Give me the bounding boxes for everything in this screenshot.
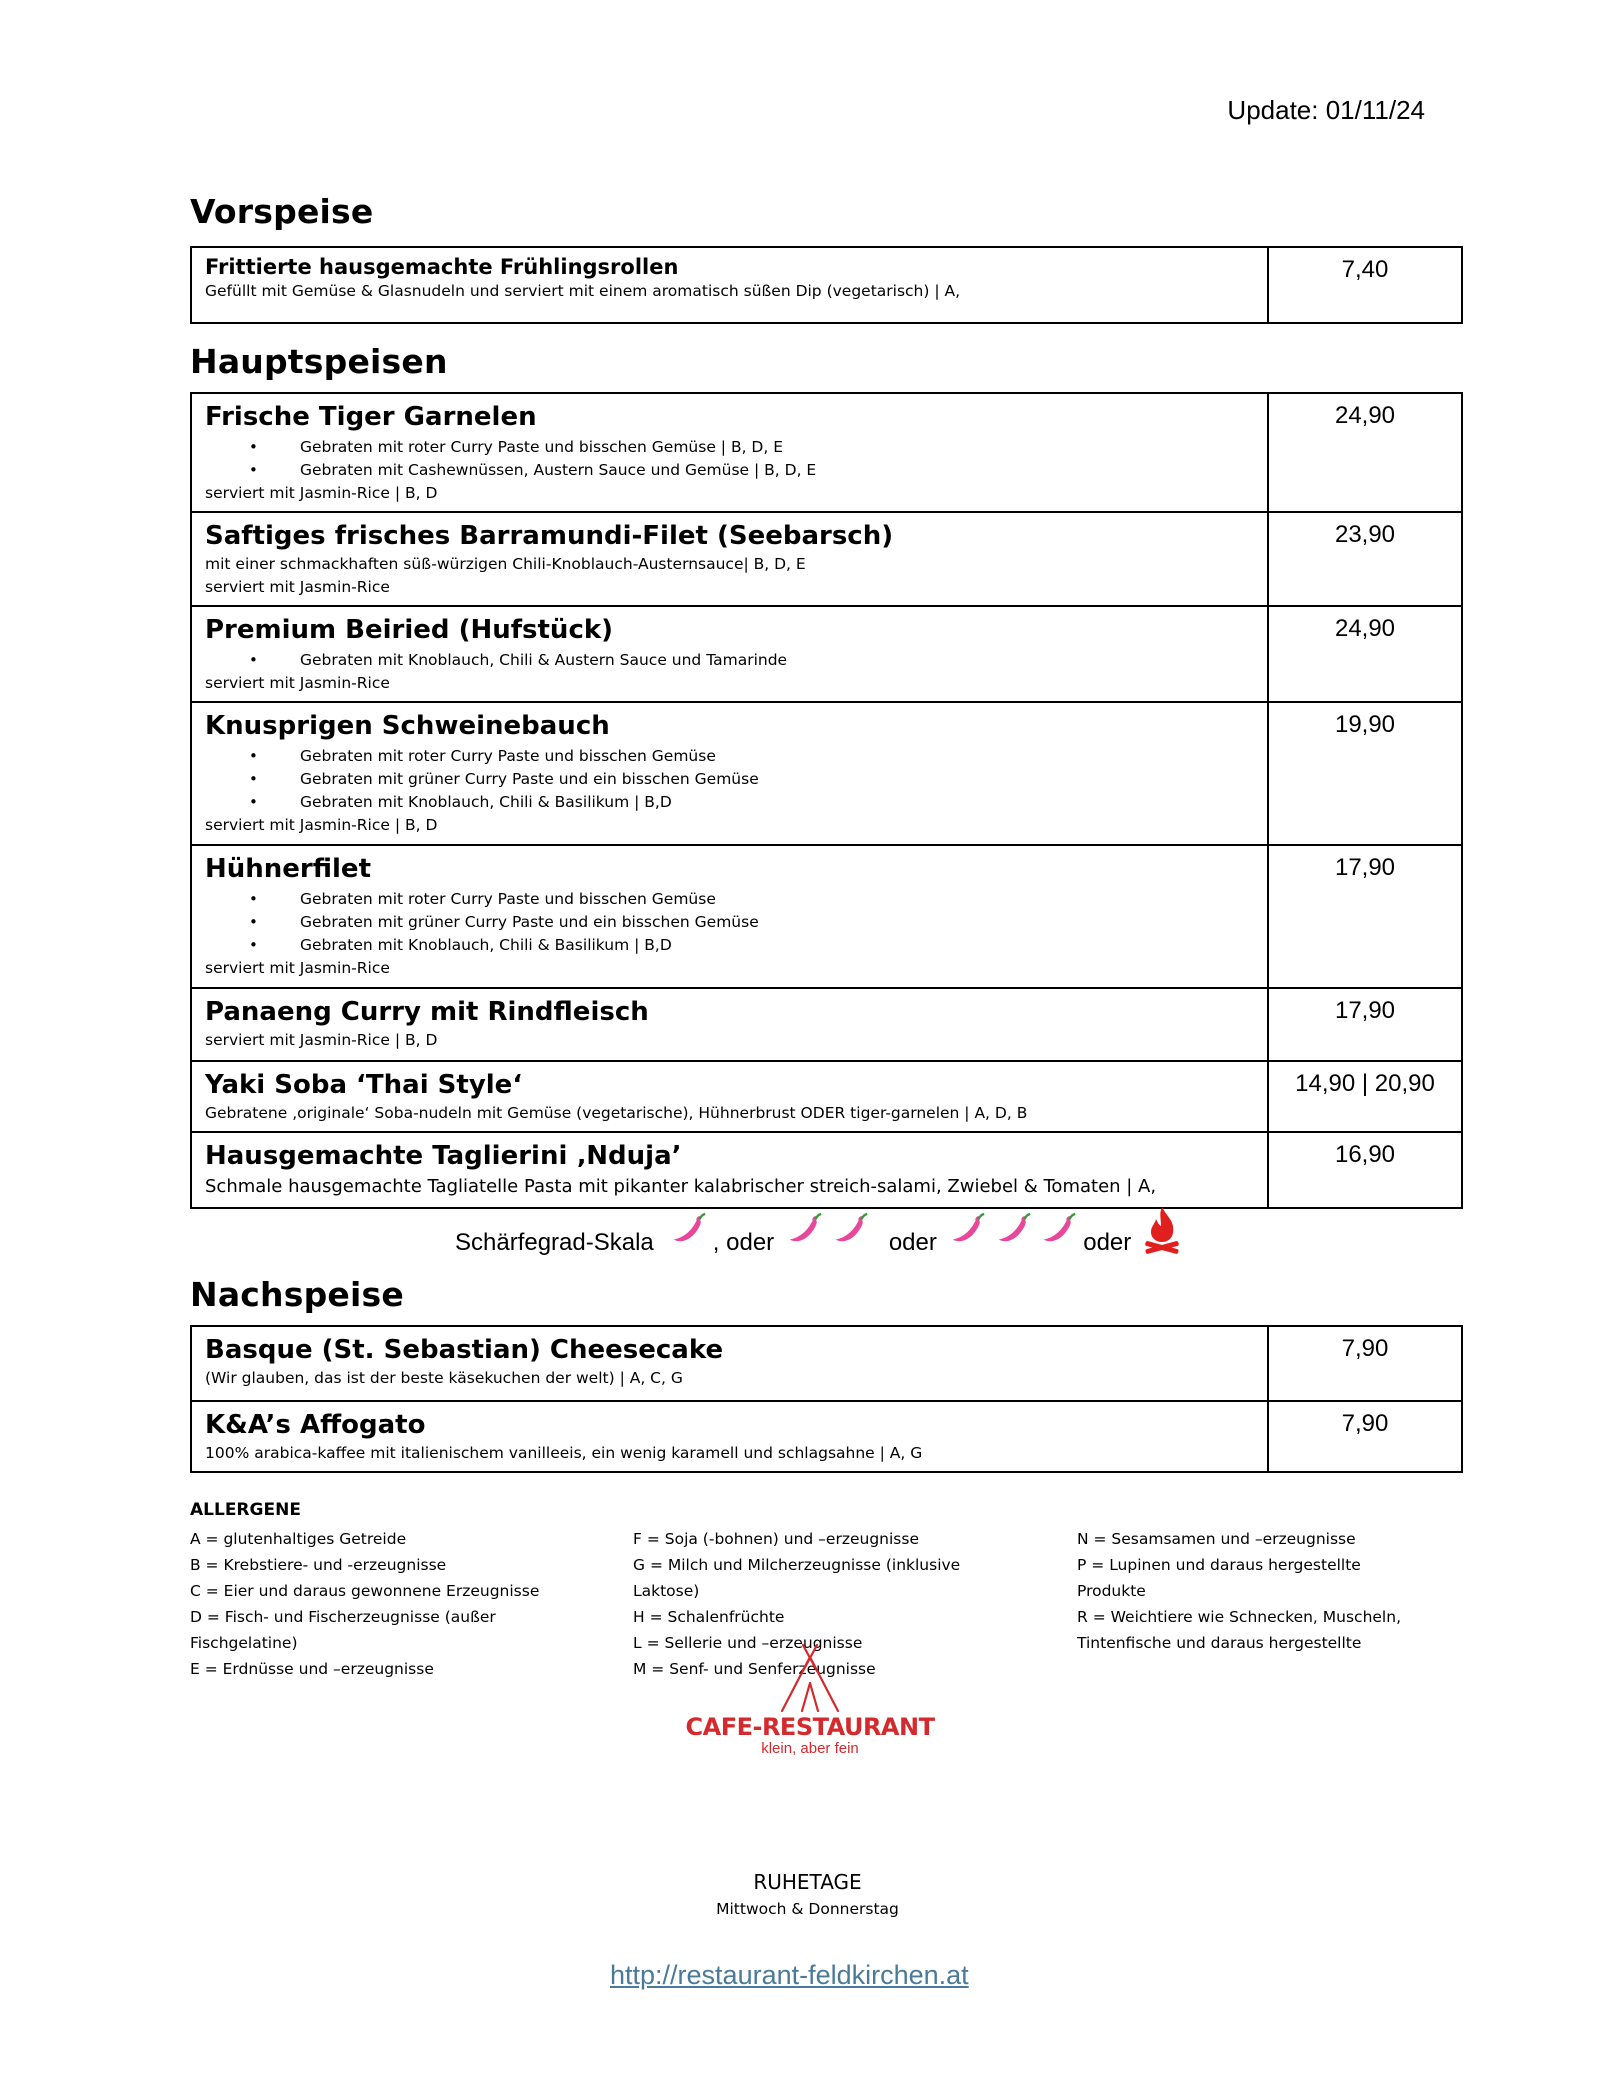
dish-line: Schmale hausgemachte Tagliatelle Pasta mit pikanter kalabrischer streich-salami, Zwiebel & Tomaten | A, — [205, 1176, 1157, 1197]
menu-item-desc — [191, 1061, 1268, 1132]
allergen-line: F = Soja (-bohnen) und –erzeugnisse — [633, 1530, 919, 1548]
hauptspeisen-table — [190, 392, 1463, 1209]
allergen-line: L = Sellerie und –erzeugnisse — [633, 1634, 863, 1652]
allergen-line: D = Fisch- und Fischerzeugnisse (außer — [190, 1608, 496, 1626]
chili-icon — [1040, 1210, 1078, 1250]
dish-name: K&A’s Affogato — [205, 1410, 426, 1440]
dish-footer: serviert mit Jasmin-Rice — [205, 959, 390, 977]
dish-price: 23,90 — [1268, 512, 1462, 606]
spice-separator: oder — [888, 1229, 937, 1256]
dish-option: • Gebraten mit Knoblauch, Chili & Basilikum | B,D — [205, 791, 1255, 814]
menu-row — [191, 512, 1462, 606]
dish-footer: serviert mit Jasmin-Rice | B, D — [205, 816, 438, 834]
section-title-vorspeise: Vorspeise — [190, 192, 374, 231]
allergen-line: N = Sesamsamen und –erzeugnisse — [1077, 1530, 1356, 1548]
allergens-title: ALLERGENE — [190, 1500, 301, 1520]
logo-name: CAFE-RESTAURANT — [685, 1713, 935, 1741]
menu-item-desc — [191, 1326, 1268, 1401]
dish-options — [205, 649, 1255, 672]
menu-row — [191, 606, 1462, 702]
update-date: Update: 01/11/24 — [1227, 95, 1425, 125]
dish-price: 17,90 — [1268, 988, 1462, 1061]
menu-row — [191, 1132, 1462, 1208]
chili-icon — [832, 1210, 870, 1250]
allergens-column-1 — [190, 1526, 539, 1682]
dish-price: 7,90 — [1268, 1401, 1462, 1472]
nachspeise-table — [190, 1325, 1463, 1473]
dish-name: Knusprigen Schweinebauch — [205, 711, 610, 741]
menu-row — [191, 393, 1462, 512]
menu-row — [191, 247, 1462, 323]
dish-option: • Gebraten mit Cashewnüssen, Austern Sauce und Gemüse | B, D, E — [205, 459, 1255, 482]
menu-item-desc — [191, 845, 1268, 988]
dish-options — [205, 745, 1255, 814]
dish-option: • Gebraten mit roter Curry Paste und bisschen Gemüse | B, D, E — [205, 436, 1255, 459]
section-title-hauptspeisen: Hauptspeisen — [190, 342, 448, 381]
dish-line: serviert mit Jasmin-Rice — [205, 578, 390, 596]
dish-price: 24,90 — [1268, 606, 1462, 702]
campfire-icon — [1141, 1205, 1183, 1257]
dish-line: (Wir glauben, das ist der beste käsekuchen der welt) | A, C, G — [205, 1369, 683, 1387]
menu-row — [191, 988, 1462, 1061]
chili-icon — [995, 1210, 1033, 1250]
dish-option: • Gebraten mit grüner Curry Paste und ein bisschen Gemüse — [205, 768, 1255, 791]
menu-row — [191, 1401, 1462, 1472]
dish-price: 14,90 | 20,90 — [1268, 1061, 1462, 1132]
dish-name: Saftiges frisches Barramundi-Filet (Seebarsch) — [205, 521, 894, 551]
menu-row — [191, 702, 1462, 845]
dish-name: Frittierte hausgemachte Frühlingsrollen — [205, 255, 679, 279]
dish-option: • Gebraten mit grüner Curry Paste und ein bisschen Gemüse — [205, 911, 1255, 934]
dish-name: Hausgemachte Taglierini ‚Nduja’ — [205, 1141, 682, 1171]
allergen-line: G = Milch und Milcherzeugnisse (inklusive — [633, 1556, 961, 1574]
vorspeise-table — [190, 246, 1463, 324]
menu-item-desc — [191, 393, 1268, 512]
dish-line: serviert mit Jasmin-Rice | B, D — [205, 1031, 438, 1049]
menu-item-desc — [191, 512, 1268, 606]
menu-row — [191, 845, 1462, 988]
allergen-line: P = Lupinen und daraus hergestellte — [1077, 1556, 1361, 1574]
allergen-line: Tintenfische und daraus hergestellte — [1077, 1634, 1362, 1652]
dish-name: Yaki Soba ‘Thai Style‘ — [205, 1070, 523, 1100]
allergen-line: Fischgelatine) — [190, 1634, 298, 1652]
allergen-line: Laktose) — [633, 1582, 700, 1600]
spice-scale — [455, 1205, 1183, 1257]
dish-price: 16,90 — [1268, 1132, 1462, 1208]
allergen-line: M = Senf- und Senferzeugnisse — [633, 1660, 876, 1678]
dish-name: Basque (St. Sebastian) Cheesecake — [205, 1335, 724, 1365]
dish-line: mit einer schmackhaften süß-würzigen Chili-Knoblauch-Austernsauce| B, D, E — [205, 555, 806, 573]
dish-name: Hühnerfilet — [205, 854, 371, 884]
dish-name: Panaeng Curry mit Rindfleisch — [205, 997, 649, 1027]
dish-price: 7,90 — [1268, 1326, 1462, 1401]
logo-tagline: klein, aber fein — [761, 1740, 859, 1757]
menu-item-desc — [191, 247, 1268, 323]
dish-price: 24,90 — [1268, 393, 1462, 512]
dish-name: Premium Beiried (Hufstück) — [205, 615, 614, 645]
dish-option: • Gebraten mit Knoblauch, Chili & Austern Sauce und Tamarinde — [205, 649, 1255, 672]
chili-icon — [949, 1210, 987, 1250]
allergen-line: H = Schalenfrüchte — [633, 1608, 785, 1626]
spice-level-2 — [786, 1210, 871, 1257]
dish-footer: serviert mit Jasmin-Rice — [205, 674, 390, 692]
menu-item-desc — [191, 1132, 1268, 1208]
spice-scale-label: Schärfegrad-Skala — [455, 1229, 654, 1256]
dish-option: • Gebraten mit roter Curry Paste und bisschen Gemüse — [205, 745, 1255, 768]
menu-item-desc — [191, 702, 1268, 845]
spice-separator: oder — [1083, 1229, 1132, 1256]
dish-price: 17,90 — [1268, 845, 1462, 988]
menu-item-desc — [191, 988, 1268, 1061]
website-link[interactable]: http://restaurant-feldkirchen.at — [610, 1960, 969, 1990]
dish-line: Gebratene ‚originale‘ Soba-nudeln mit Gemüse (vegetarische), Hühnerbrust ODER tiger-garnelen | A, D, B — [205, 1104, 1028, 1122]
menu-row — [191, 1061, 1462, 1132]
chili-icon — [786, 1210, 824, 1250]
spice-level-1 — [670, 1210, 709, 1257]
allergen-line: R = Weichtiere wie Schnecken, Muscheln, — [1077, 1608, 1401, 1626]
dish-footer: serviert mit Jasmin-Rice | B, D — [205, 484, 438, 502]
allergen-line: A = glutenhaltiges Getreide — [190, 1530, 407, 1548]
allergen-line: E = Erdnüsse und –erzeugnisse — [190, 1660, 434, 1678]
allergen-line: Produkte — [1077, 1582, 1146, 1600]
ruhetage-days: Mittwoch & Donnerstag — [716, 1900, 899, 1918]
section-title-nachspeise: Nachspeise — [190, 1275, 404, 1314]
dish-price: 7,40 — [1268, 247, 1462, 323]
dish-line: 100% arabica-kaffee mit italienischem vanilleeis, ein wenig karamell und schlagsahne | A, G — [205, 1444, 923, 1462]
menu-item-desc — [191, 606, 1268, 702]
dish-options — [205, 888, 1255, 957]
dish-line: Gefüllt mit Gemüse & Glasnudeln und serviert mit einem aromatisch süßen Dip (vegetarisch) | A, — [205, 282, 961, 300]
dish-option: • Gebraten mit roter Curry Paste und bisschen Gemüse — [205, 888, 1255, 911]
teepee-icon — [770, 1643, 850, 1713]
allergens-column-3 — [1077, 1526, 1401, 1656]
restaurant-logo — [680, 1643, 940, 1756]
dish-price: 19,90 — [1268, 702, 1462, 845]
dish-option: • Gebraten mit Knoblauch, Chili & Basilikum | B,D — [205, 934, 1255, 957]
allergen-line: C = Eier und daraus gewonnene Erzeugnisse — [190, 1582, 540, 1600]
spice-level-3 — [949, 1210, 1079, 1257]
allergen-line: B = Krebstiere- und -erzeugnisse — [190, 1556, 447, 1574]
chili-icon — [670, 1210, 708, 1250]
spice-separator: , oder — [712, 1229, 775, 1256]
menu-item-desc — [191, 1401, 1268, 1472]
ruhetage-title: RUHETAGE — [753, 1870, 862, 1894]
menu-row — [191, 1326, 1462, 1401]
dish-name: Frische Tiger Garnelen — [205, 402, 537, 432]
dish-options — [205, 436, 1255, 482]
